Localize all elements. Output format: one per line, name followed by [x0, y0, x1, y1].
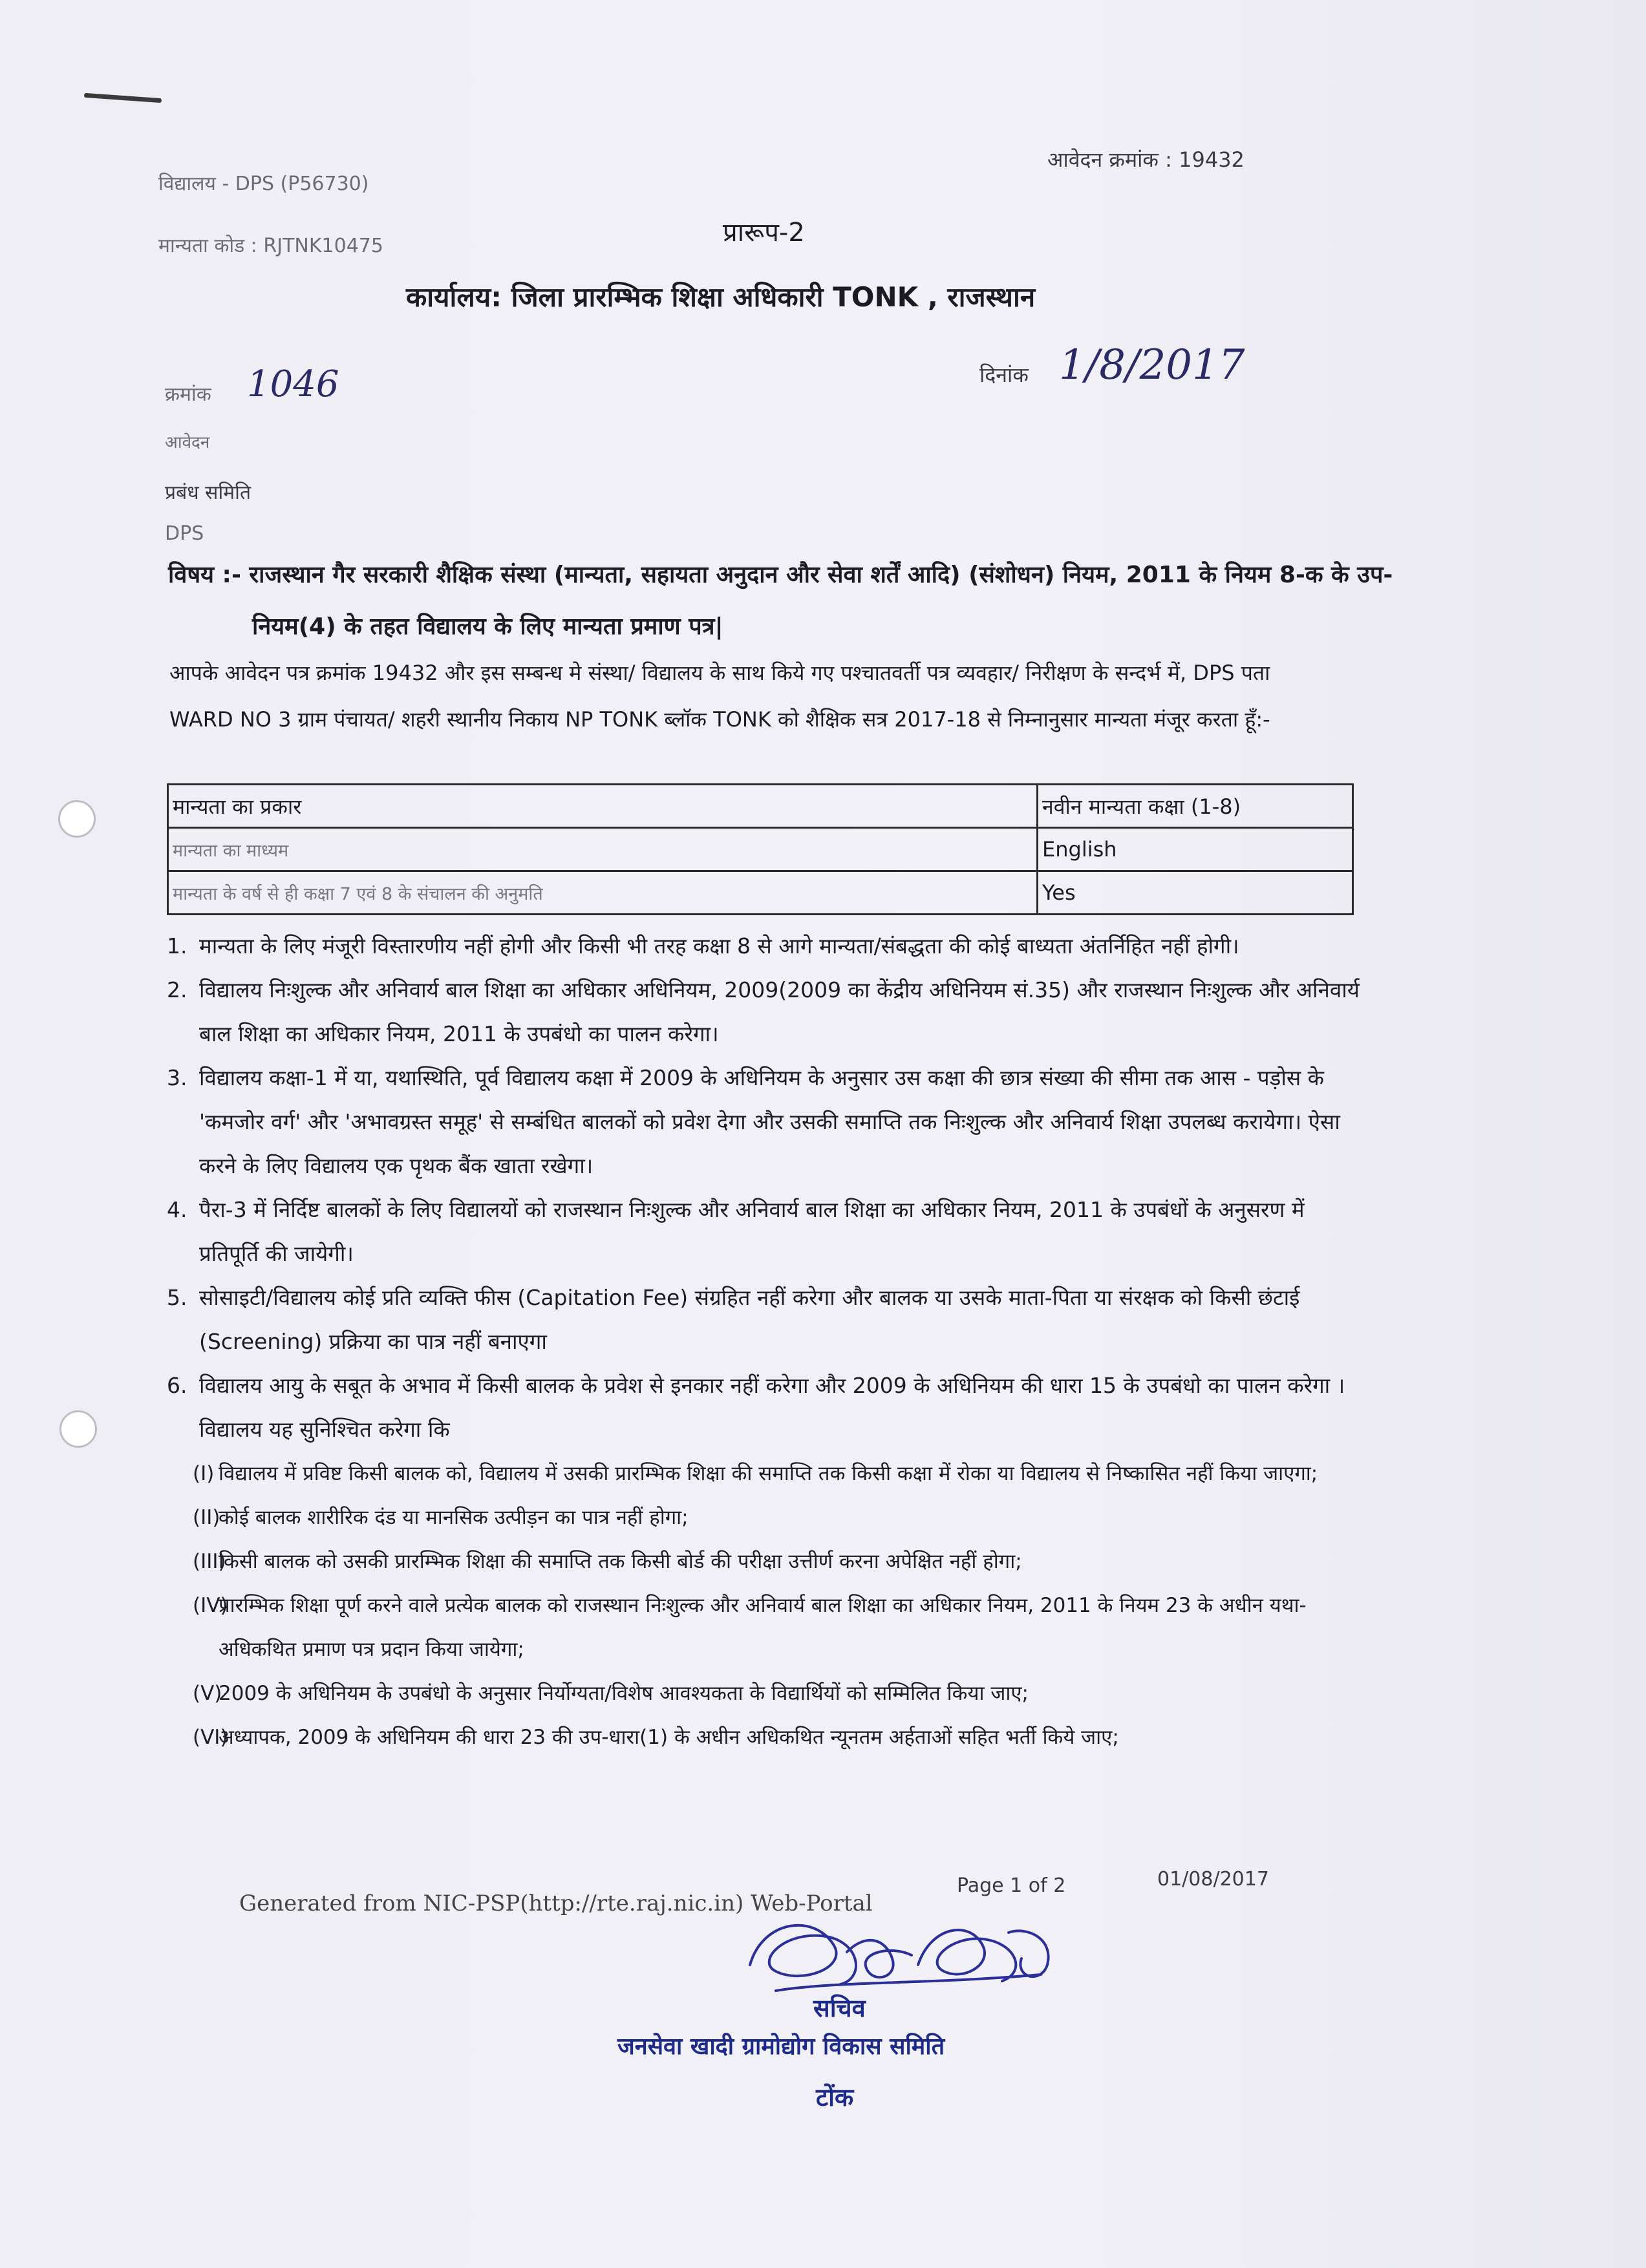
ensure-number: (I) [193, 1462, 215, 1485]
ensure-number: (III) [193, 1550, 226, 1573]
ensure-item [167, 1540, 1369, 1584]
condition-item [167, 1364, 1369, 1408]
ensure-intro: विद्यालय यह सुनिश्चित करेगा कि [199, 1417, 450, 1442]
stamp-place: टोंक [816, 2083, 854, 2112]
recognition-table [167, 783, 1354, 915]
stamp-title: सचिव [813, 1994, 866, 2022]
condition-number: 1. [167, 933, 187, 959]
addressee-line: आवेदन [165, 433, 210, 452]
condition-text: सोसाइटी/विद्यालय कोई प्रति व्यक्ति फीस (Capitation Fee) संग्रहित नहीं करेगा और बालक या उसके माता-पिता या संरक्षक को किसी छंटाई (Screening) प्रक्रिया का पात्र नहीं बनाएगा [199, 1285, 1300, 1354]
ensure-number: (VI) [193, 1726, 228, 1749]
condition-item [167, 1188, 1369, 1276]
date-label: दिनांक [979, 363, 1029, 387]
stamp-organization: जनसेवा खादी ग्रामोद्योग विकास समिति [617, 2033, 945, 2060]
condition-text: विद्यालय कक्षा-1 में या, यथास्थिति, पूर्व विद्यालय कक्षा में 2009 के अधिनियम के अनुसार उस कक्षा की छात्र संख्या की सीमा तक आस - पड़ोस के 'कमजोर वर्ग' और 'अभावग्रस्त समूह' से सम्बंधित बालकों को प्रवेश देगा और उसकी समाप्ति तक निःशुल्क और अनिवार्य शिक्षा उपलब्ध करायेगा। ऐसा करने के लिए विद्यालय एक पृथक बैंक खाता रखेगा। [199, 1065, 1340, 1178]
table-cell-label: मान्यता का माध्यम [168, 828, 1038, 871]
ensure-text: विद्यालय में प्रविष्ट किसी बालक को, विद्यालय में उसकी प्रारम्भिक शिक्षा की समाप्ति तक किसी कक्षा में रोका या विद्यालय से निष्कासित नहीं किया जाएगा; [219, 1462, 1318, 1485]
body-paragraph: आपके आवेदन पत्र क्रमांक 19432 और इस सम्बन्ध मे संस्था/ विद्यालय के साथ किये गए पश्चातवर्ती पत्र व्यवहार/ निरीक्षण के सन्दर्भ में, DPS पता WARD NO 3 ग्राम पंचायत/ शहरी स्थानीय निकाय NP TONK ब्लॉक TONK को शैक्षिक सत्र 2017-18 से निम्नानुसार मान्यता मंजूर करता हूँ:- [169, 661, 1270, 732]
punch-hole [59, 1410, 97, 1448]
addressee-school: DPS [165, 522, 204, 545]
ensure-text: प्रारम्भिक शिक्षा पूर्ण करने वाले प्रत्येक बालक को राजस्थान निःशुल्क और अनिवार्य बाल शिक्षा का अधिकार नियम, 2011 के नियम 23 के अधीन यथा- अधिकथित प्रमाण पत्र प्रदान किया जायेगा; [219, 1594, 1307, 1661]
ensure-text: कोई बालक शारीरिक दंड या मानसिक उत्पीड़न का पात्र नहीं होगा; [219, 1506, 689, 1529]
table-cell-label: मान्यता के वर्ष से ही कक्षा 7 एवं 8 के संचालन की अनुमति [168, 871, 1038, 915]
addressee-committee: प्रबंध समिति [165, 482, 251, 504]
table-cell-label: मान्यता का प्रकार [168, 785, 1038, 828]
table-cell-value: Yes [1038, 871, 1353, 915]
ensure-item [167, 1584, 1369, 1671]
footer-generated: Generated from NIC-PSP(http://rte.raj.nic.in) Web-Portal [239, 1891, 873, 1916]
ensure-number: (V) [193, 1682, 222, 1705]
table-cell-value: नवीन मान्यता कक्षा (1-8) [1038, 785, 1353, 828]
conditions-list [167, 924, 1369, 1759]
ensure-item [167, 1452, 1369, 1496]
footer-date: 01/08/2017 [1157, 1868, 1269, 1891]
table-cell-value: English [1038, 828, 1353, 871]
table-row [168, 871, 1353, 915]
condition-text: मान्यता के लिए मंजूरी विस्तारणीय नहीं होगी और किसी भी तरह कक्षा 8 से आगे मान्यता/संबद्धता की कोई बाध्यता अंतर्निहित नहीं होगी। [199, 933, 1239, 959]
ensure-text: अध्यापक, 2009 के अधिनियम की धारा 23 की उप-धारा(1) के अधीन अधिकथित न्यूनतम अर्हताओं सहित भर्ती किये जाए; [219, 1726, 1119, 1749]
condition-text: पैरा-3 में निर्दिष्ट बालकों के लिए विद्यालयों को राजस्थान निःशुल्क और अनिवार्य बाल शिक्षा का अधिकार नियम, 2011 के उपबंधों के अनुसरण में प्रतिपूर्ति की जायेगी। [199, 1197, 1305, 1266]
table-row [168, 828, 1353, 871]
office-heading: कार्यालय: जिला प्रारम्भिक शिक्षा अधिकारी TONK , राजस्थान [406, 281, 1036, 313]
condition-item [167, 1276, 1369, 1364]
condition-text: विद्यालय निःशुल्क और अनिवार्य बाल शिक्षा का अधिकार अधिनियम, 2009(2009 का केंद्रीय अधिनियम सं.35) और राजस्थान निःशुल्क और अनिवार्य बाल शिक्षा का अधिकार नियम, 2011 के उपबंधो का पालन करेगा। [199, 977, 1360, 1046]
footer-page: Page 1 of 2 [957, 1874, 1066, 1897]
table-row [168, 785, 1353, 828]
ensure-item [167, 1496, 1369, 1540]
form-title: प्रारूप-2 [723, 218, 805, 248]
ensure-text: किसी बालक को उसकी प्रारम्भिक शिक्षा की समाप्ति तक किसी बोर्ड की परीक्षा उत्तीर्ण करना अपेक्षित नहीं होगा; [219, 1550, 1022, 1573]
condition-item [167, 924, 1369, 968]
ensure-text: 2009 के अधिनियम के उपबंधो के अनुसार निर्योग्यता/विशेष आवश्यकता के विद्यार्थियों को सम्मिलित किया जाए; [219, 1682, 1029, 1705]
kramank-label: क्रमांक [165, 383, 211, 406]
punch-hole [58, 800, 96, 838]
condition-number: 2. [167, 977, 187, 1002]
condition-number: 6. [167, 1373, 187, 1398]
ensure-number: (II) [193, 1506, 220, 1529]
condition-item [167, 1056, 1369, 1188]
condition-number: 4. [167, 1197, 187, 1222]
condition-number: 3. [167, 1065, 187, 1090]
application-number: आवेदन क्रमांक : 19432 [1047, 147, 1245, 172]
ensure-item [167, 1715, 1369, 1759]
signature [737, 1907, 1073, 2010]
ensure-number: (IV) [193, 1594, 228, 1617]
ensure-item [167, 1671, 1369, 1715]
condition-text: विद्यालय आयु के सबूत के अभाव में किसी बालक के प्रवेश से इनकार नहीं करेगा और 2009 के अधिनियम की धारा 15 के उपबंधो का पालन करेगा । [199, 1373, 1345, 1398]
school-code: विद्यालय - DPS (P56730) [158, 173, 369, 195]
condition-item [167, 968, 1369, 1056]
date-handwritten: 1/8/2017 [1059, 341, 1245, 389]
recognition-code: मान्यता कोड : RJTNK10475 [158, 235, 383, 257]
subject-line: विषय :- राजस्थान गैर सरकारी शैक्षिक संस्था (मान्यता, सहायता अनुदान और सेवा शर्तें आदि) (संशोधन) नियम, 2011 के नियम 8-क के उप- नियम(4) के तहत विद्यालय के लिए मान्यता प्रमाण पत्र| [168, 562, 1393, 640]
kramank-handwritten: 1046 [247, 363, 339, 405]
condition-number: 5. [167, 1285, 187, 1310]
